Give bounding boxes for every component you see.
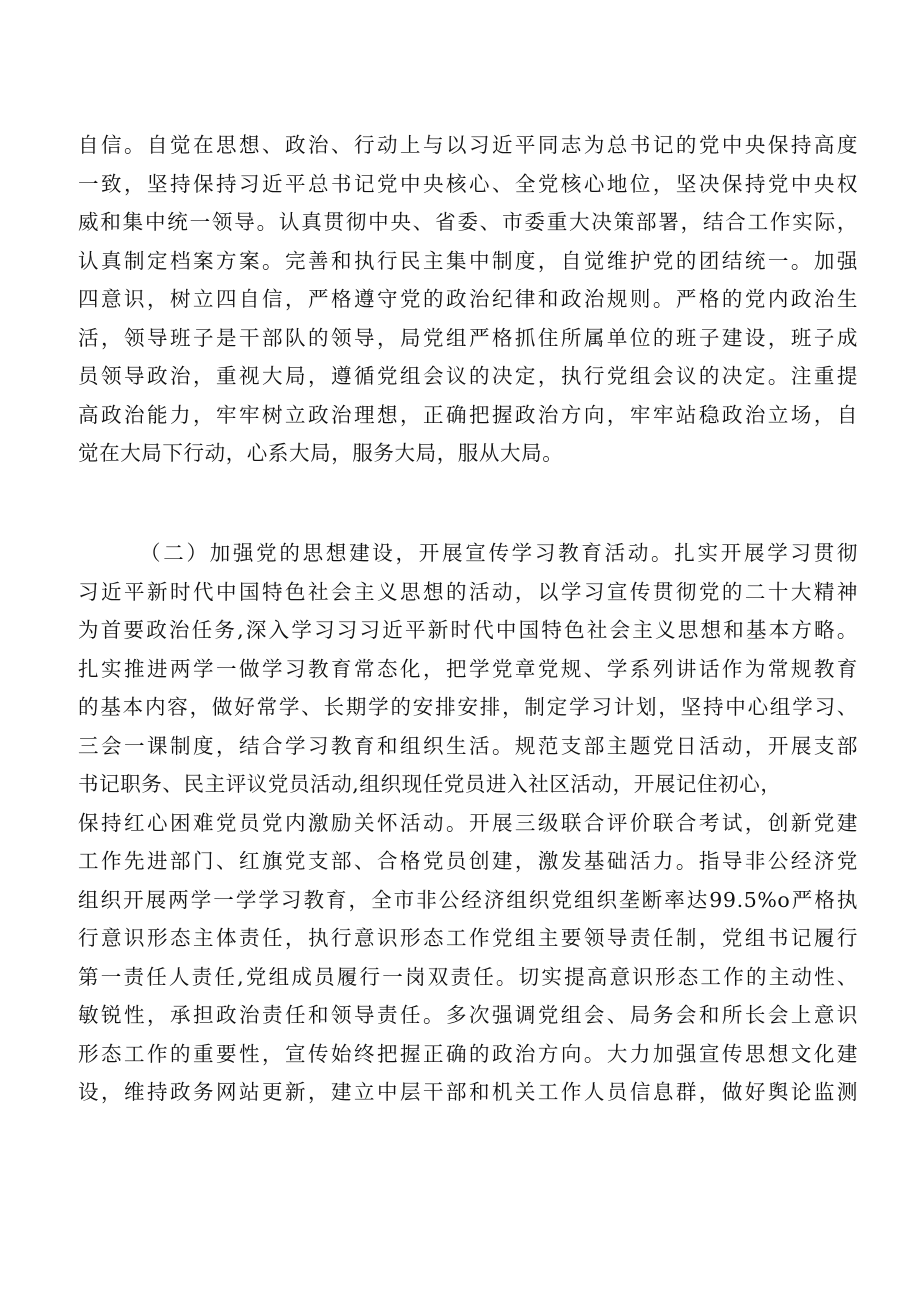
text-line: 保持红心困难党员党内激励关怀活动。开展三级联合评价联合考试，创新党建 — [78, 810, 858, 835]
text-line: 形态工作的重要性，宣传始终把握正确的政治方向。大力加强宣传思想文化建 — [78, 1041, 858, 1066]
text-line: 活，领导班子是干部队的领导，局党组严格抓住所属单位的班子建设，班子成 — [78, 325, 858, 350]
text-line: 工作先进部门、红旗党支部、合格党员创建，激发基础活力。指导非公经济党 — [78, 849, 858, 873]
paragraph-1 — [78, 126, 858, 473]
text-line: 觉在大局下行动，心系大局，服务大局，服从大局。 — [78, 441, 564, 465]
text-line: 为首要政治任务,深入学习习习近平新时代中国特色社会主义思想和基本方略。 — [78, 618, 858, 642]
text-line: （二）加强党的思想建设，开展宣传学习教育活动。扎实开展学习贯彻 — [140, 541, 858, 565]
text-line: 习近平新时代中国特色社会主义思想的活动，以学习宣传贯彻党的二十大精神 — [78, 579, 858, 604]
text-line: 自信。自觉在思想、政治、行动上与以习近平同志为总书记的党中央保持高度 — [78, 133, 858, 157]
text-line: 员领导政治，重视大局，遵循党组会议的决定，执行党组会议的决定。注重提 — [78, 364, 858, 388]
text-line: 认真制定档案方案。完善和执行民主集中制度，自觉维护党的团结统一。加强 — [78, 248, 858, 273]
text-line: 高政治能力，牢牢树立政治理想，正确把握政治方向，牢牢站稳政治立场，自 — [78, 402, 858, 427]
text-line: 的基本内容，做好常学、长期学的安排安排，制定学习计划，坚持中心组学习、 — [78, 695, 858, 719]
paragraph-2 — [78, 534, 858, 1112]
text-line: 一致，坚持保持习近平总书记党中央核心、全党核心地位，坚决保持党中央权 — [78, 171, 858, 196]
text-line: 四意识，树立四自信，严格遵守党的政治纪律和政治规则。严格的党内政治生 — [78, 287, 858, 311]
text-line: 组织开展两学一学学习教育，全市非公经济组织党组织垄断率达99.5%o严格执 — [78, 887, 858, 912]
text-line: 行意识形态主体责任，执行意识形态工作党组主要领导责任制，党组书记履行 — [78, 926, 858, 950]
text-line: 威和集中统一领导。认真贯彻中央、省委、市委重大决策部署，结合工作实际， — [78, 210, 858, 234]
text-line: 三会一课制度，结合学习教育和组织生活。规范支部主题党日活动，开展支部 — [78, 733, 858, 758]
text-line: 扎实推进两学一做学习教育常态化，把学党章党规、学系列讲话作为常规教育 — [78, 656, 858, 681]
text-line: 设，维持政务网站更新，建立中层干部和机关工作人员信息群，做好舆论监测 — [78, 1080, 858, 1104]
text-line: 第一责任人责任,党组成员履行一岗双责任。切实提高意识形态工作的主动性、 — [78, 964, 858, 989]
text-line: 书记职务、民主评议党员活动,组织现任党员进入社区活动，开展记住初心， — [78, 772, 782, 796]
text-line: 敏锐性，承担政治责任和领导责任。多次强调党组会、局务会和所长会上意识 — [78, 1003, 858, 1027]
